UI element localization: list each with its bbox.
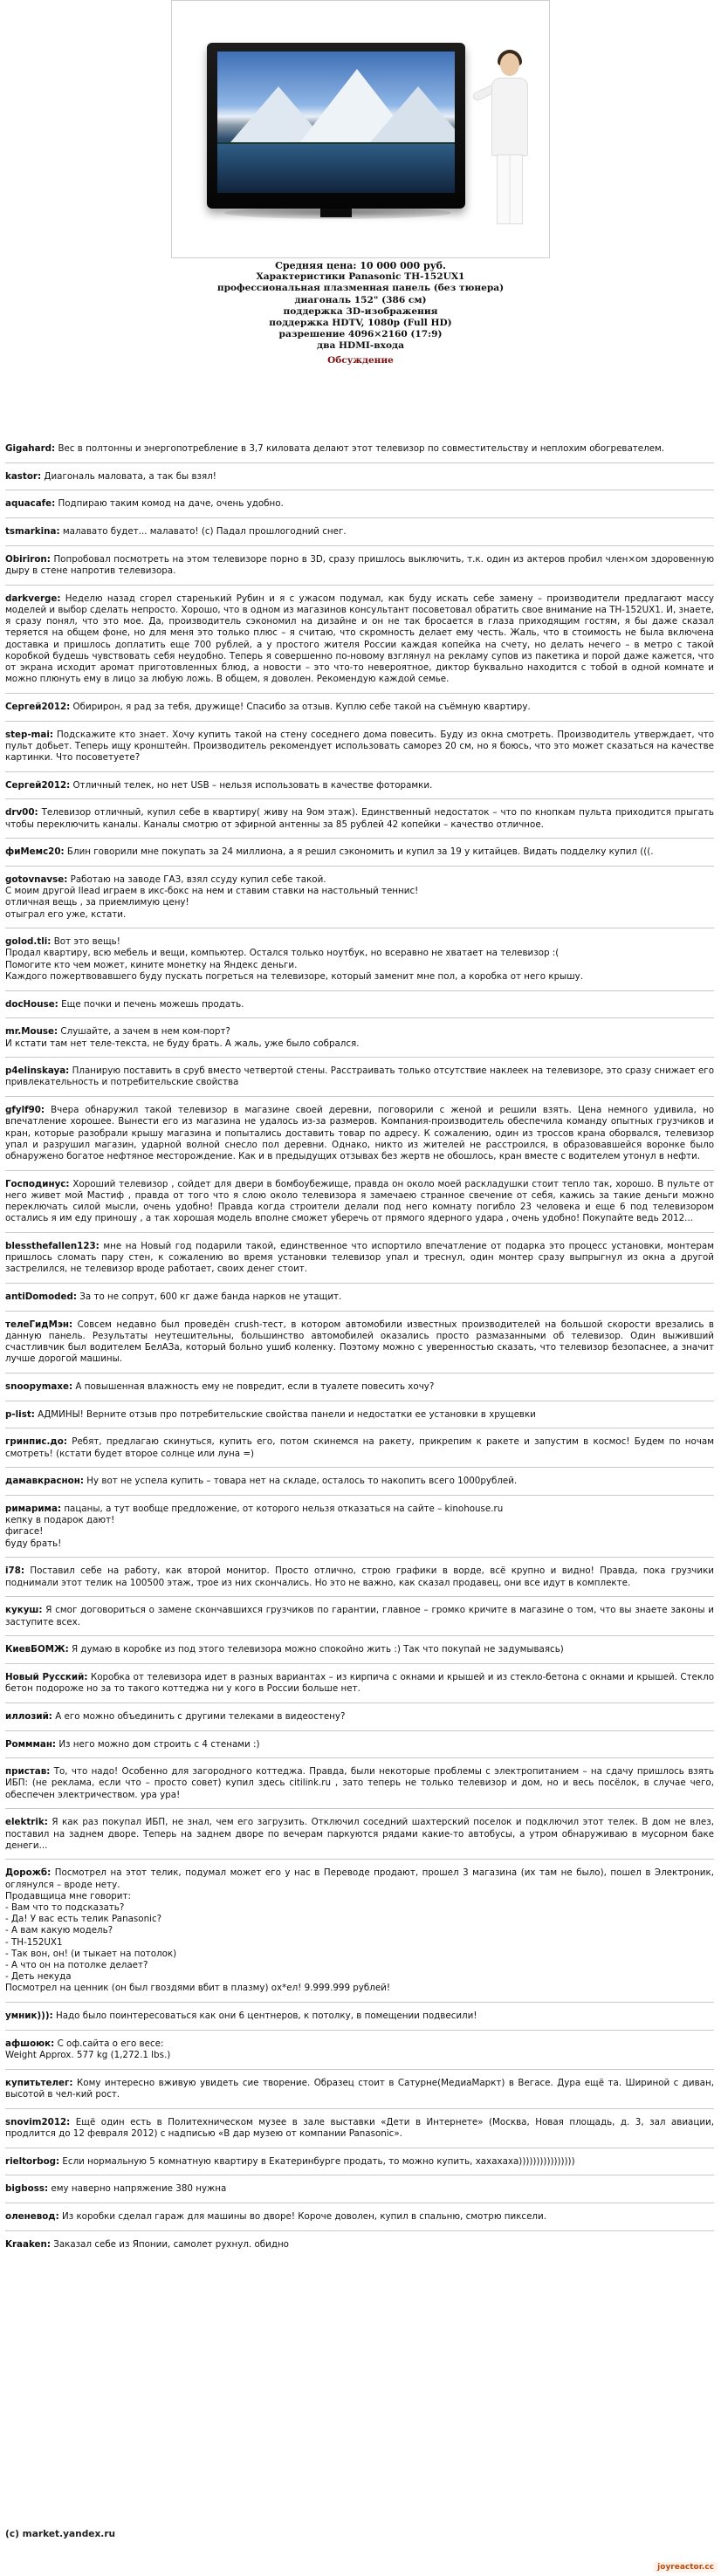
comment-line <box>5 1983 714 1994</box>
comment-item <box>5 2078 714 2100</box>
comment-line <box>5 1949 714 1960</box>
comment-divider <box>5 1557 714 1558</box>
comment-author[interactable]: golod.tli: <box>5 936 52 948</box>
comment-text: буду брать! <box>5 1538 62 1549</box>
comment-text: Ещё один есть в Политехническом музее в зале выставки «Дети в Интернете» (Москва, Новая площадь, д. 3, зал авиации, продлится до 12 февраля 2012) с надписью «В дар музею от компании Panasonic». <box>5 2116 715 2139</box>
comment-text: ему наверно напряжение 380 нужна <box>51 2183 227 2195</box>
comment-line <box>5 1381 714 1393</box>
comment-item <box>5 554 714 577</box>
comment-author[interactable]: p4elinskaya: <box>5 1065 70 1077</box>
comment-divider <box>5 517 714 518</box>
comment-divider <box>5 1663 714 1664</box>
spec-price: Средняя цена: 10 000 000 руб. <box>275 260 446 271</box>
comment-author[interactable]: darkverge: <box>5 593 61 604</box>
comment-line <box>5 909 714 921</box>
comment-author[interactable]: Kraaken: <box>5 2238 51 2250</box>
comment-line <box>5 1241 714 1276</box>
comment-text: Я как раз покупал ИБП, не знал, чем его загрузить. Отключил соседний шахтерский поселок и подключил этот телек. В дом не влез, поставил на заднем дворе. Теперь на заднем дворе по вечерам паркуются рядами какие-то автобусы, а утром обнаруживаю в мусорном баке денеги... <box>5 1817 714 1851</box>
comment-divider <box>5 1757 714 1758</box>
comment-divider <box>5 1017 714 1018</box>
comment-author[interactable]: Господинус: <box>5 1178 70 1189</box>
comment-item <box>5 1476 714 1487</box>
comment-line <box>5 1038 714 1050</box>
comment-line <box>5 1960 714 1971</box>
comment-item <box>5 1504 714 1550</box>
comment-author[interactable]: i78: <box>5 1565 24 1577</box>
comment-divider <box>5 2230 714 2231</box>
comment-line <box>5 1526 714 1538</box>
comment-author[interactable]: афшоюк: <box>5 2038 55 2049</box>
comment-item <box>5 1867 714 1994</box>
comment-divider <box>5 2002 714 2003</box>
spec-type: профессиональная плазменная панель (без тюнера) <box>216 283 505 294</box>
comment-divider <box>5 1467 714 1468</box>
comment-line <box>5 2183 714 2195</box>
comment-text: Ребят, предлагаю скинуться, купить его, потом скинемся на ракету, прикрепим к ракете и запустим в космос! Будем по ночам смотреть! (кстати будет второе солнце или луна =) <box>5 1436 714 1459</box>
comment-text: С моим другой Ilead играем в икс-бокс на нем и ставим ставки на настольный теннис! <box>5 886 419 897</box>
comment-divider <box>5 2030 714 2031</box>
comment-author[interactable]: snovim2012: <box>5 2116 71 2127</box>
comment-text: Я думаю в коробке из под этого телевизора можно спокойно жить :) Так что покупай не задумываясь) <box>71 1644 564 1655</box>
comment-item <box>5 2011 714 2022</box>
comment-line <box>5 498 714 510</box>
comment-item <box>5 780 714 791</box>
comment-item <box>5 1766 714 1801</box>
presenter-figure <box>483 53 535 228</box>
comment-line <box>5 846 714 858</box>
comment-text: Обирирон, я рад за тебя, дружище! Спасибо за отзыв. Куплю себе такой на съёмную квартиру. <box>72 701 531 712</box>
comment-line <box>5 2239 714 2251</box>
comment-item <box>5 2156 714 2168</box>
discussion-heading: Обсуждение <box>327 354 394 366</box>
comment-text: Подскажите кто знает. Хочу купить такой на стену соседнего дома повесить. Буду из окна смотреть. Производитель утверждает, что пульт добьет. Теперь ищу кронштейн. Производитель рекомендует использовать саморез 20 см, но я боюсь, что это может сказаться на качестве картинки. Что посоветуете? <box>5 729 714 763</box>
comment-line <box>5 2011 714 2022</box>
comment-line <box>5 554 714 577</box>
comment-text: Если нормальную 5 комнатную квартиру в Екатеринбурге продать, то можно купить, хахахаха)))))))))))))))) <box>62 2155 575 2167</box>
comment-item <box>5 443 714 455</box>
comment-line <box>5 1409 714 1421</box>
comment-line <box>5 971 714 983</box>
comment-item <box>5 1409 714 1421</box>
comment-divider <box>5 1635 714 1636</box>
comment-divider <box>5 2108 714 2109</box>
spec-diagonal: диагональ 152" (386 см) <box>294 294 427 305</box>
comment-divider <box>5 545 714 546</box>
comment-author[interactable]: умник))): <box>5 2011 53 2022</box>
comment-text: Слушайте, а зачем в нем ком-порт? <box>60 1026 230 1038</box>
comment-text: Посмотрел на ценник (он был гвоздями вбит в плазму) ох*ел! 9.999.999 рублей! <box>5 1983 390 1994</box>
comment-line <box>5 1766 714 1801</box>
comment-text: Вес в полтонны и энергопотребление в 3,7 киловата делают этот телевизор по совместительству и неплохим обогревателем. <box>58 443 665 454</box>
comment-item <box>5 1672 714 1695</box>
comment-text: Диагональ маловата, а так бы взял! <box>44 470 216 482</box>
comment-line <box>5 1711 714 1723</box>
comment-line <box>5 1515 714 1526</box>
comment-line <box>5 1538 714 1550</box>
comment-author[interactable]: гринпис.до: <box>5 1436 67 1448</box>
comment-author[interactable]: Сергей2012: <box>5 701 71 712</box>
comment-line <box>5 526 714 538</box>
comment-text: Из коробки сделал гараж для машины во дворе! Короче доволен, купил в спальню, смотрю пиксели. <box>62 2211 546 2222</box>
spec-resolution: разрешение 4096×2160 (17:9) <box>278 329 443 340</box>
comment-text: Продал квартиру, всю мебель и вещи, компьютер. Остался только ноутбук, но всеравно не хватает на телевизор :( <box>5 948 560 959</box>
comment-text: Подпираю таким комод на даче, очень удобно. <box>58 498 284 510</box>
comment-item <box>5 1105 714 1162</box>
comment-text: Поставил себе на работу, как второй монитор. Просто отлично, строю графики в ворде, всё крупно и видно! Правда, пока грузчики поднимали этот телик на 100500 этаж, трое из них скончались. Но это не важно, как сказал продавец, они все идут в комплекте. <box>5 1565 714 1588</box>
comment-text: Вот это вещь! <box>53 936 120 948</box>
spec-hdtv: поддержка HDTV, 1080p (Full HD) <box>269 318 452 329</box>
comment-line <box>5 948 714 959</box>
comment-text: Телевизор отличный, купил себе в квартиру( живу на 9ом этаж). Единственный недостаток – что по кнопкам пульта приходится прыгать чтобы переключить каналы. Каналы смотрю от эфирной антенны за 85 рублей 42 копейки – качество отличное. <box>5 807 714 830</box>
comment-text: отыграл его уже, кстати. <box>5 908 127 920</box>
comment-line <box>5 2117 714 2140</box>
comment-author[interactable]: gfylf90: <box>5 1105 45 1116</box>
comment-text: Совсем недавно был проведён crush-тест, в котором автомобили известных производителей на большой скорости врезались в данную панель. Результаты неутешительны, большинство автомобилей оказались просто размазанными об телевизор. Один выживший счастливчик был водителем БелАЗа, который больно ушиб коленку. Поэтому можно с уверенностью сказать, что телевизор безопаснее, а значит лучше дорогой машины. <box>5 1319 715 1365</box>
comment-line <box>5 1925 714 1936</box>
comment-line <box>5 702 714 713</box>
comment-author[interactable]: snoopymaxe: <box>5 1381 73 1393</box>
comment-author[interactable]: дамавкраснон: <box>5 1476 84 1487</box>
comment-line <box>5 2156 714 2168</box>
comment-line <box>5 807 714 830</box>
comment-author[interactable]: drv00: <box>5 807 38 819</box>
comment-line <box>5 1739 714 1750</box>
comment-item <box>5 1644 714 1655</box>
comment-divider <box>5 1730 714 1731</box>
comment-line <box>5 999 714 1011</box>
comment-author[interactable]: КиевБОМЖ: <box>5 1644 69 1655</box>
comment-author[interactable]: kastor: <box>5 470 42 482</box>
comment-line <box>5 897 714 908</box>
comment-text: Неделю назад сгорел старенький Рубин и я с ужасом подумал, как буду искать себе замену – производители предлагают массу моделей и выбор сделать непросто. Хорошо, что в одном из магазинов консультант посоветовал обратить свое внимание на TH-152UX1. И, знаете, я сразу понял, что это мое. Да, производитель сэкономил на дизайне и он не так бросается в глаза приходящим гостям, я бы даже сказал теряется на общем фоне, но для меня это только плюс – я считаю, что скромность делает ему честь. Жаль, что в стоимость не была включена доставка и пришлось доплатить еще 700 рублей, а у простого жителя России каждая копейка на счету, но делать нечего – в метро с такой коробкой будешь чувствовать себя неудобно. Теперь я совершенно по-новому взглянул на рекламу супов из пакетика и порой даже кажется, что от экрана исходит аромат приготовленных блюд, а новости – это что-то невероятное, диктор буквально находится с тобой в одной комнате и можно плюнуть ему в лицо за любую ложь. В общем, я доволен. Рекомендую каждой семье. <box>5 593 715 685</box>
comment-author[interactable]: rieltorbog: <box>5 2155 60 2167</box>
comment-line <box>5 1914 714 1925</box>
comment-text: - Деть некуда <box>5 1971 72 1983</box>
comment-text: Заказал себе из Японии, самолет рухнул. обидно <box>53 2238 289 2250</box>
comment-divider <box>5 1808 714 1809</box>
comment-text: кепку в подарок дают! <box>5 1515 115 1526</box>
comment-line <box>5 1319 714 1366</box>
comment-divider <box>5 462 714 463</box>
comment-line <box>5 874 714 886</box>
comment-item <box>5 1817 714 1852</box>
comment-text: Я смог договориться о замене скончавшихся грузчиков по гарантии, главное – громко кричите в магазине о том, что вы знаете законы и заступите всех. <box>5 1605 714 1627</box>
comment-item <box>5 1065 714 1088</box>
comment-author[interactable]: иллозий: <box>5 1710 52 1722</box>
comment-line <box>5 1971 714 1983</box>
comment-item <box>5 1291 714 1303</box>
comment-text: фигасе! <box>5 1526 44 1538</box>
comment-text: Weight Approx. 577 kg (1,272.1 lbs.) <box>5 2050 171 2061</box>
comment-line <box>5 936 714 948</box>
comment-text: Ну вот не успела купить – товара нет на складе, осталось то накопить всего 1000рублей. <box>86 1476 518 1487</box>
comment-text: Помогите кто чем может, кините монетку на Яндекс деньги. <box>5 959 298 970</box>
comment-item <box>5 2239 714 2251</box>
comment-item <box>5 1739 714 1750</box>
comment-divider <box>5 798 714 799</box>
comment-divider <box>5 693 714 694</box>
comment-item <box>5 2038 714 2061</box>
comment-text: Из него можно дом строить с 4 стенами :) <box>58 1738 260 1750</box>
comment-item <box>5 2211 714 2223</box>
comment-text: Попробовал посмотреть на этом телевизоре порно в 3D, сразу пришлось выключить, т.к. один из актеров пробил член×ом здоровенную дыру в стене напротив телевизора. <box>5 553 714 577</box>
comment-text: Вчера обнаружил такой телевизор в магазине своей деревни, поговорили с женой и решили взять. Цена немного удивила, но впечатление хорошее. Вынести его из магазина не удалось из-за размеров. Компания-производитель обеспечила команду опытных грузчиков и кран, которые разобрали крышу магазина и попытались доставить товар по адресу. К сожалению, один из тросcов крана оборвался, телевизор упал и разрушил магазин, ударной волной снесло пол деревни. Однако, никто из жителей не расстроился, в образовавшейся воронке было обнаружено богатое нефтяное месторождение. Как и в предыдущих отзывах без жертв не обошлось, кран вместе с водителем утонул в нефти. <box>5 1105 714 1161</box>
comment-author[interactable]: bigboss: <box>5 2183 49 2195</box>
comment-item <box>5 1381 714 1393</box>
comment-text: А его можно объединить с другими телеками в видеостену? <box>55 1710 346 1722</box>
comment-text: Еще почки и печень можешь продать. <box>61 998 244 1010</box>
comment-text: С оф.сайта о его весе: <box>57 2038 164 2049</box>
comment-line <box>5 2211 714 2223</box>
comment-author[interactable]: пристав: <box>5 1766 51 1778</box>
comment-text: Продавщица мне говорит: <box>5 1890 131 1901</box>
comment-line <box>5 1605 714 1627</box>
comment-item <box>5 999 714 1011</box>
comment-text: Посмотрел на этот телик, подумал может его у нас в Переводе продают, прошел 3 магазина (их там не было), пошел в Электроник, оглянулся – вроде нету. <box>5 1867 714 1890</box>
comment-text: И кстати там нет теле-текста, не буду брать. А жаль, уже было собрался. <box>5 1038 360 1049</box>
comment-divider <box>5 1232 714 1233</box>
plasma-tv-image <box>207 43 465 209</box>
comment-line <box>5 1644 714 1655</box>
comment-author[interactable]: antiDomoded: <box>5 1291 77 1303</box>
comments-list <box>5 443 714 2257</box>
comment-author[interactable]: Роммман: <box>5 1738 57 1750</box>
comment-author[interactable]: Obiriron: <box>5 553 51 565</box>
comment-text: АДМИНЫ! Верните отзыв про потребительские свойства панели и недостатки ее установки в хрущевки <box>38 1408 536 1420</box>
comment-author[interactable]: телеГидМэн: <box>5 1319 73 1330</box>
comment-text: Блин говорили мне покупать за 24 миллиона, а я решил сэкономить и купил за 19 у китайцев. Видать подделку купил (((. <box>66 846 654 858</box>
comment-divider <box>5 1170 714 1171</box>
comment-item <box>5 1711 714 1723</box>
comment-item <box>5 498 714 510</box>
comment-item <box>5 526 714 538</box>
comment-author[interactable]: gotovnavse: <box>5 874 68 885</box>
comment-text: Надо было поинтересоваться как они 6 центнеров, к потолку, в помещении подвесили! <box>55 2011 477 2022</box>
comment-text: За то не сопрут, 600 кг даже банда нарков не утащит. <box>79 1291 342 1303</box>
comment-author[interactable]: elektrik: <box>5 1817 48 1828</box>
comment-text: А повышенная влажность ему не повредит, если в туалете повесить хочу? <box>75 1381 435 1393</box>
comment-text: Хороший телевизор , сойдет для двери в бомбоубежище, правда он около моей раскладушки стоит тепло так, хорошо. В пульте от него живет мой Мастиф , правда от того что я слою около телевизора я замечаею странное свечение от себя, кажись за такие деньги можно переключать силой мысли, очень удобно! Правда когда строители делали под него комнату погибло 23 человека и еще 6 под телевизором остались я им еду приношу , а так хорошая модель вполне сможет уберечь от прямого ядерного удара , очень удобно! Покупайте ведь 2012... <box>5 1178 714 1224</box>
spec-hdmi: два HDMI-входа <box>317 340 404 352</box>
comment-author[interactable]: aquacafe: <box>5 498 56 510</box>
comment-item <box>5 471 714 483</box>
comment-line <box>5 1891 714 1902</box>
comment-item <box>5 874 714 921</box>
comment-line <box>5 886 714 897</box>
comment-divider <box>5 866 714 867</box>
comment-author[interactable]: p-list: <box>5 1408 35 1420</box>
comment-author[interactable]: оленевод: <box>5 2211 59 2222</box>
comment-line <box>5 593 714 686</box>
comment-author[interactable]: mr.Mouse: <box>5 1026 58 1038</box>
comment-divider <box>5 1283 714 1284</box>
comment-divider <box>5 1702 714 1703</box>
comment-line <box>5 960 714 971</box>
comment-divider <box>5 838 714 839</box>
comment-line <box>5 1065 714 1088</box>
comment-author[interactable]: Сергей2012: <box>5 779 71 791</box>
comment-text: Каждого пожертвовавшего буду пускать погреться на телевизоре, который заменит мне пол, а коробка от него крышу. <box>5 970 584 982</box>
comment-line <box>5 1026 714 1038</box>
comment-text: Кому интересно вживую увидеть сие творение. Образец стоит в Сатурне(МедиаМаркт) в Вегасе. Дура ещё та. Шириной с диван, высотой в чел-кий рост. <box>5 2077 714 2100</box>
comment-text: - Да! У вас есть телик Panasonic? <box>5 1914 162 1925</box>
comment-item <box>5 1179 714 1225</box>
comment-text: отличная вещь , за приемлимую цену! <box>5 897 189 908</box>
comment-line <box>5 780 714 791</box>
comment-line <box>5 1476 714 1487</box>
source-link[interactable]: (c) market.yandex.ru <box>5 2529 116 2539</box>
comment-text: Планирую поставить в сруб вместо четвертой стены. Расстраивать только отсутствие наклеек на телевизоре, это сразу снижает его привлекательность и потребительские свойства <box>5 1065 714 1088</box>
comment-item <box>5 846 714 858</box>
comment-line <box>5 443 714 455</box>
comment-item <box>5 807 714 830</box>
comment-line <box>5 1867 714 1890</box>
comment-text: Работаю на заводе ГАЗ, взял ссуду купил себе такой. <box>70 874 326 885</box>
comment-item <box>5 1565 714 1588</box>
comment-item <box>5 730 714 764</box>
comment-author[interactable]: step-mai: <box>5 729 54 740</box>
comment-line <box>5 1179 714 1225</box>
comment-line <box>5 1902 714 1914</box>
comment-author[interactable]: docHouse: <box>5 998 58 1010</box>
comment-divider <box>5 2069 714 2070</box>
comment-author[interactable]: кукуш: <box>5 1605 43 1616</box>
comment-text: Коробка от телевизора идет в разных вариантах – из кирпича с окнами и крышей и из стекло-бетона с окнами и крышей. Стекло бетон подороже но за то такого коттеджа ни у кого в России больше нет. <box>5 1671 714 1695</box>
comment-divider <box>5 771 714 772</box>
comment-author[interactable]: Новый Русский: <box>5 1671 88 1682</box>
comment-line <box>5 2050 714 2061</box>
comment-text: То, что надо! Особенно для загородного коттеджа. Правда, были некоторые проблемы с электропитанием – на сдачу пришлось взять ИБП: (не реклама, если что – просто совет) купил здесь citilink.ru , зато теперь не только телевизор и дом, но и весь посёлок, в случае чего, обеспечен электричеством. ура ура! <box>5 1766 714 1800</box>
comment-author[interactable]: фиМемс20: <box>5 846 65 858</box>
source-footer <box>5 2529 714 2540</box>
comment-line <box>5 2078 714 2100</box>
comment-text: Отличный телек, но нет USB – нельзя использовать в качестве фоторамки. <box>72 779 433 791</box>
comment-item <box>5 2183 714 2195</box>
tv-screen-landscape <box>217 51 455 193</box>
comment-item <box>5 702 714 713</box>
comment-line <box>5 1504 714 1515</box>
comment-divider <box>5 1311 714 1312</box>
comment-text: - Вам что то подсказать? <box>5 1902 125 1914</box>
comment-divider <box>5 990 714 991</box>
comment-item <box>5 1241 714 1276</box>
comment-line <box>5 730 714 764</box>
comment-divider <box>5 1373 714 1374</box>
comment-divider <box>5 1096 714 1097</box>
comment-divider <box>5 1596 714 1597</box>
comment-divider <box>5 1495 714 1496</box>
comment-line <box>5 1937 714 1949</box>
comment-line <box>5 1817 714 1852</box>
comment-line <box>5 1436 714 1459</box>
comment-text: пацаны, а тут вообще предложение, от которого нельзя отказаться на сайте – kinohouse.ru <box>64 1504 504 1515</box>
spec-model: Характеристики Panasonic TH-152UX1 <box>256 271 465 283</box>
comment-line <box>5 471 714 483</box>
spec-3d: поддержка 3D-изображения <box>283 305 438 317</box>
comment-item <box>5 1436 714 1459</box>
comment-author[interactable]: римарима: <box>5 1504 62 1515</box>
comment-author[interactable]: blessthefallen123: <box>5 1240 100 1251</box>
comment-divider <box>5 721 714 722</box>
comment-author[interactable]: купитьтелег: <box>5 2077 73 2088</box>
comment-item <box>5 1605 714 1627</box>
comment-divider <box>5 1859 714 1860</box>
product-image <box>171 0 550 258</box>
comment-line <box>5 2038 714 2050</box>
comment-text: мне на Новый год подарили такой, единственное что испортило впечатление от подарка это процесс установки, монтерам пришлось сломать пару стен, к сожалению во время установки телевизор упал и треснул, один монтер сразу выпрыгнул из окна а другой застрелился, не телевизор вроде работает, своих денег стоит. <box>5 1240 714 1275</box>
comment-divider <box>5 585 714 586</box>
comment-divider <box>5 1057 714 1058</box>
comment-text: - А что он на потолке делает? <box>5 1960 148 1971</box>
comment-text: - TH-152UX1 <box>5 1936 63 1948</box>
watermark: joyreactor.cc <box>654 2562 718 2573</box>
comment-item <box>5 936 714 983</box>
comment-author[interactable]: tsmarkina: <box>5 526 60 538</box>
product-specs <box>171 260 550 367</box>
comment-item <box>5 593 714 686</box>
comment-author[interactable]: Gigahard: <box>5 443 56 454</box>
comment-item <box>5 1026 714 1049</box>
comment-line <box>5 1105 714 1162</box>
comment-line <box>5 1672 714 1695</box>
comment-text: малавато будет... малавато! (с) Падал прошлогодний снег. <box>62 526 347 538</box>
comment-item <box>5 1319 714 1366</box>
comment-item <box>5 2117 714 2140</box>
comment-author[interactable]: Дорожб: <box>5 1867 52 1879</box>
comment-text: - Так вон, он! (и тыкает на потолок) <box>5 1948 177 1959</box>
comment-line <box>5 1565 714 1588</box>
comment-text: - А вам какую модель? <box>5 1925 113 1936</box>
comment-line <box>5 1291 714 1303</box>
